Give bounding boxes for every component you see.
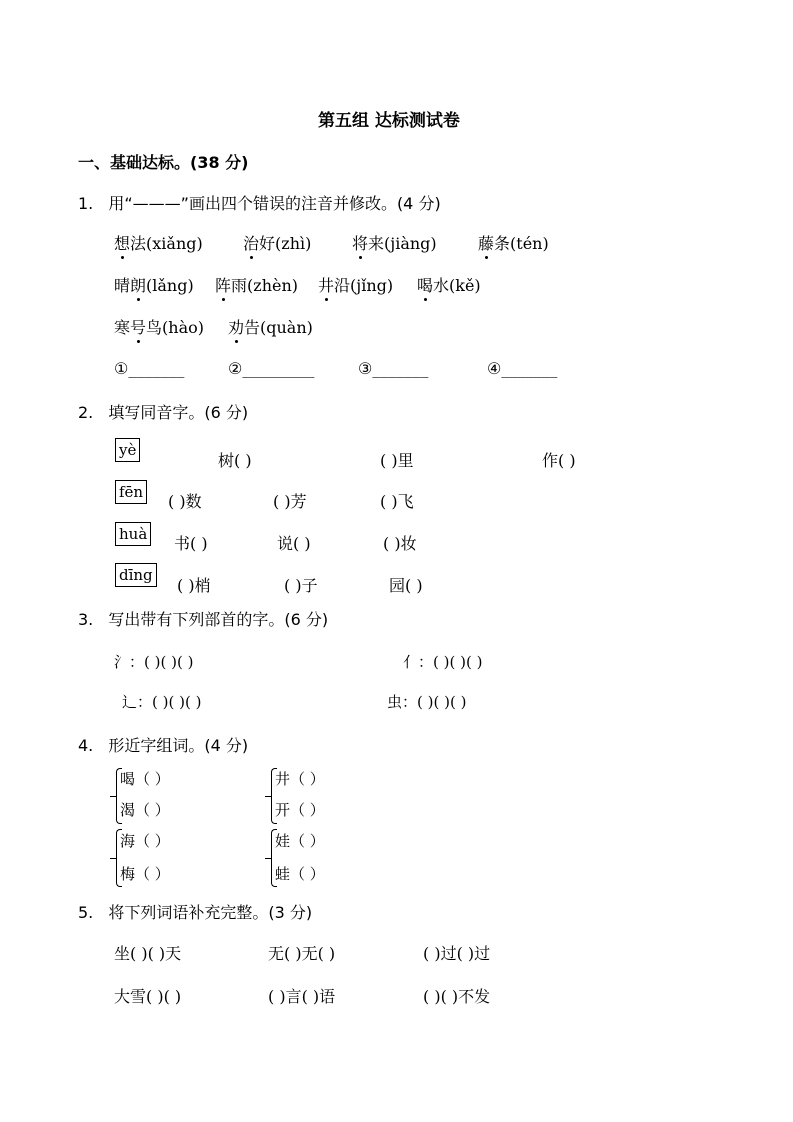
radical-row[interactable]: 辶：( )( )( ) [122,693,202,711]
fill-blank[interactable]: 说( ) [277,534,311,553]
question-text: 填写同音字。(6 分) [108,403,249,422]
answer-blank[interactable]: ④_______ [487,359,558,378]
pinyin-item: 藤条(tén) [478,231,549,254]
word-blank[interactable]: 井（ ） [275,770,325,788]
word-blank[interactable]: 喝（ ） [120,770,170,788]
pinyin-item: 劝告(quàn) [228,315,313,338]
question-4 [78,733,248,756]
pinyin-item: 治好(zhì) [243,231,311,254]
marked-char: 劝 [228,315,244,338]
fill-blank[interactable]: ( )里 [380,451,414,470]
fill-blank[interactable]: 园( ) [389,576,423,595]
question-number: 5. [78,903,94,922]
question-5 [78,900,312,923]
marked-char: 喝 [417,273,433,296]
fill-blank[interactable]: 作( ) [542,451,576,470]
pinyin-item: 井沿(jǐng) [318,273,393,296]
idiom-blank[interactable]: ( )过( )过 [423,944,491,963]
answer-blank[interactable]: ②_________ [228,359,315,378]
radical-row[interactable]: 虫：( )( )( ) [387,693,467,711]
fill-blank[interactable]: ( )梢 [177,576,211,595]
question-text: 将下列词语补充完整。(3 分) [108,903,313,922]
fill-blank[interactable]: 树( ) [218,451,252,470]
pinyin-box: yè [115,438,140,462]
idiom-blank[interactable]: ( )( )不发 [423,987,491,1006]
marked-char: 井 [318,273,334,296]
marked-char: 阵 [215,273,231,296]
question-1 [78,191,441,214]
pinyin-box: dīng [115,563,157,587]
marked-char: 想 [114,231,130,254]
answer-blank[interactable]: ③_______ [358,359,429,378]
word-blank[interactable]: 渴（ ） [120,801,170,819]
question-2 [78,400,248,423]
question-3 [78,607,328,630]
pinyin-box: huà [115,522,151,546]
word-blank[interactable]: 开（ ） [275,801,325,819]
radical-row[interactable]: 氵：( )( )( ) [114,653,194,671]
question-number: 1. [78,194,94,213]
idiom-blank[interactable]: 坐( )( )天 [114,944,182,963]
fill-blank[interactable]: ( )妆 [383,534,417,553]
question-text: 形近字组词。(4 分) [108,736,249,755]
pinyin-item: 将来(jiàng) [352,231,437,254]
pinyin-item: 想法(xiǎng) [114,231,203,254]
question-number: 2. [78,403,94,422]
word-blank[interactable]: 梅（ ） [120,865,170,883]
question-number: 4. [78,736,94,755]
fill-blank[interactable]: ( )子 [284,576,318,595]
marked-char: 藤 [478,231,494,254]
fill-blank[interactable]: ( )芳 [273,492,307,511]
fill-blank[interactable]: 书( ) [174,534,208,553]
idiom-blank[interactable]: 无( )无( ) [268,944,336,963]
pinyin-item: 晴朗(lǎng) [114,273,194,296]
marked-char: 治 [243,231,259,254]
word-blank[interactable]: 蛙（ ） [275,865,325,883]
fill-blank[interactable]: ( )数 [168,492,202,511]
marked-char: 将 [352,231,368,254]
word-blank[interactable]: 海（ ） [120,832,170,850]
question-number: 3. [78,610,94,629]
pinyin-item: 寒号鸟(hào) [114,315,204,338]
idiom-blank[interactable]: ( )言( )语 [268,987,336,1006]
question-text: 写出带有下列部首的字。(6 分) [108,610,329,629]
answer-blank[interactable]: ①_______ [114,359,185,378]
word-blank[interactable]: 娃（ ） [275,832,325,850]
page-title: 第五组 达标测试卷 [318,111,460,131]
marked-char: 朗 [130,273,146,296]
section-heading: 一、基础达标。(38 分) [78,153,249,172]
pinyin-item: 喝水(kě) [417,273,481,296]
question-text: 用“———”画出四个错误的注音并修改。(4 分) [108,194,441,213]
pinyin-item: 阵雨(zhèn) [215,273,298,296]
idiom-blank[interactable]: 大雪( )( ) [114,987,182,1006]
pinyin-box: fēn [115,480,147,504]
fill-blank[interactable]: ( )飞 [380,492,414,511]
radical-row[interactable]: 亻：( )( )( ) [403,653,483,671]
marked-char: 号 [130,315,146,338]
